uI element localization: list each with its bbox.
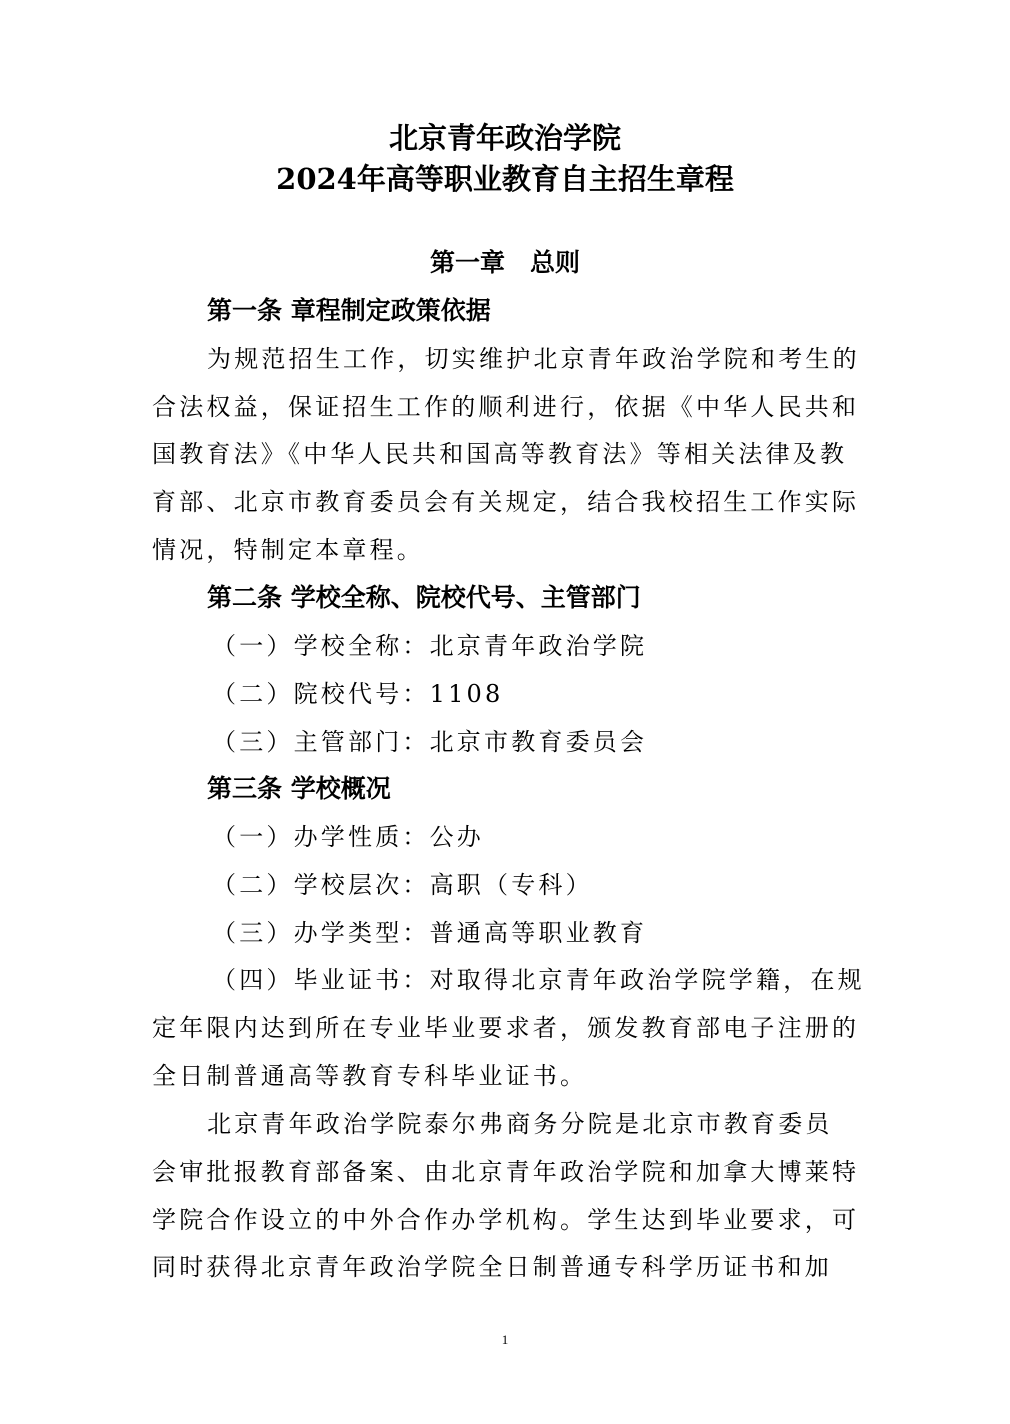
document-title-line1: 北京青年政治学院	[388, 121, 621, 155]
article-3-item: （二）学校层次：高职（专科）	[212, 871, 593, 899]
article-2-item: （三）主管部门：北京市教育委员会	[212, 728, 648, 756]
article-3-item-4-line: （四）毕业证书：对取得北京青年政治学院学籍，在规	[212, 966, 865, 994]
article-1-line: 合法权益，保证招生工作的顺利进行，依据《中华人民共和	[152, 393, 860, 421]
document-title-line2: 2024年高等职业教育自主招生章程	[276, 162, 734, 196]
article-2-heading: 第二条 学校全称、院校代号、主管部门	[207, 583, 641, 612]
page-number: 1	[501, 1332, 509, 1347]
article-2-item: （二）院校代号：1108	[212, 680, 504, 708]
article-3-paragraph-line: 同时获得北京青年政治学院全日制普通专科学历证书和加	[152, 1253, 832, 1281]
article-3-heading: 第三条 学校概况	[207, 774, 391, 803]
article-3-paragraph-line: 学院合作设立的中外合作办学机构。学生达到毕业要求，可	[152, 1206, 860, 1234]
article-3-item: （三）办学类型：普通高等职业教育	[212, 919, 648, 947]
article-1-line: 情况，特制定本章程。	[152, 536, 424, 564]
chapter-heading: 第一章 总则	[429, 248, 580, 277]
article-3-item-4-line: 全日制普通高等教育专科毕业证书。	[152, 1062, 588, 1090]
article-3-paragraph-line: 北京青年政治学院泰尔弗商务分院是北京市教育委员	[207, 1110, 833, 1138]
article-1-line: 国教育法》《中华人民共和国高等教育法》等相关法律及教	[152, 440, 848, 468]
article-2-item: （一）学校全称：北京青年政治学院	[212, 632, 648, 660]
article-1-heading: 第一条 章程制定政策依据	[207, 296, 491, 325]
article-1-line: 为规范招生工作，切实维护北京青年政治学院和考生的	[207, 345, 860, 373]
article-1-line: 育部、北京市教育委员会有关规定，结合我校招生工作实际	[152, 488, 860, 516]
article-3-item: （一）办学性质：公办	[212, 823, 484, 851]
article-3-item-4-line: 定年限内达到所在专业毕业要求者，颁发教育部电子注册的	[152, 1014, 860, 1042]
article-3-paragraph-line: 会审批报教育部备案、由北京青年政治学院和加拿大博莱特	[152, 1158, 860, 1186]
